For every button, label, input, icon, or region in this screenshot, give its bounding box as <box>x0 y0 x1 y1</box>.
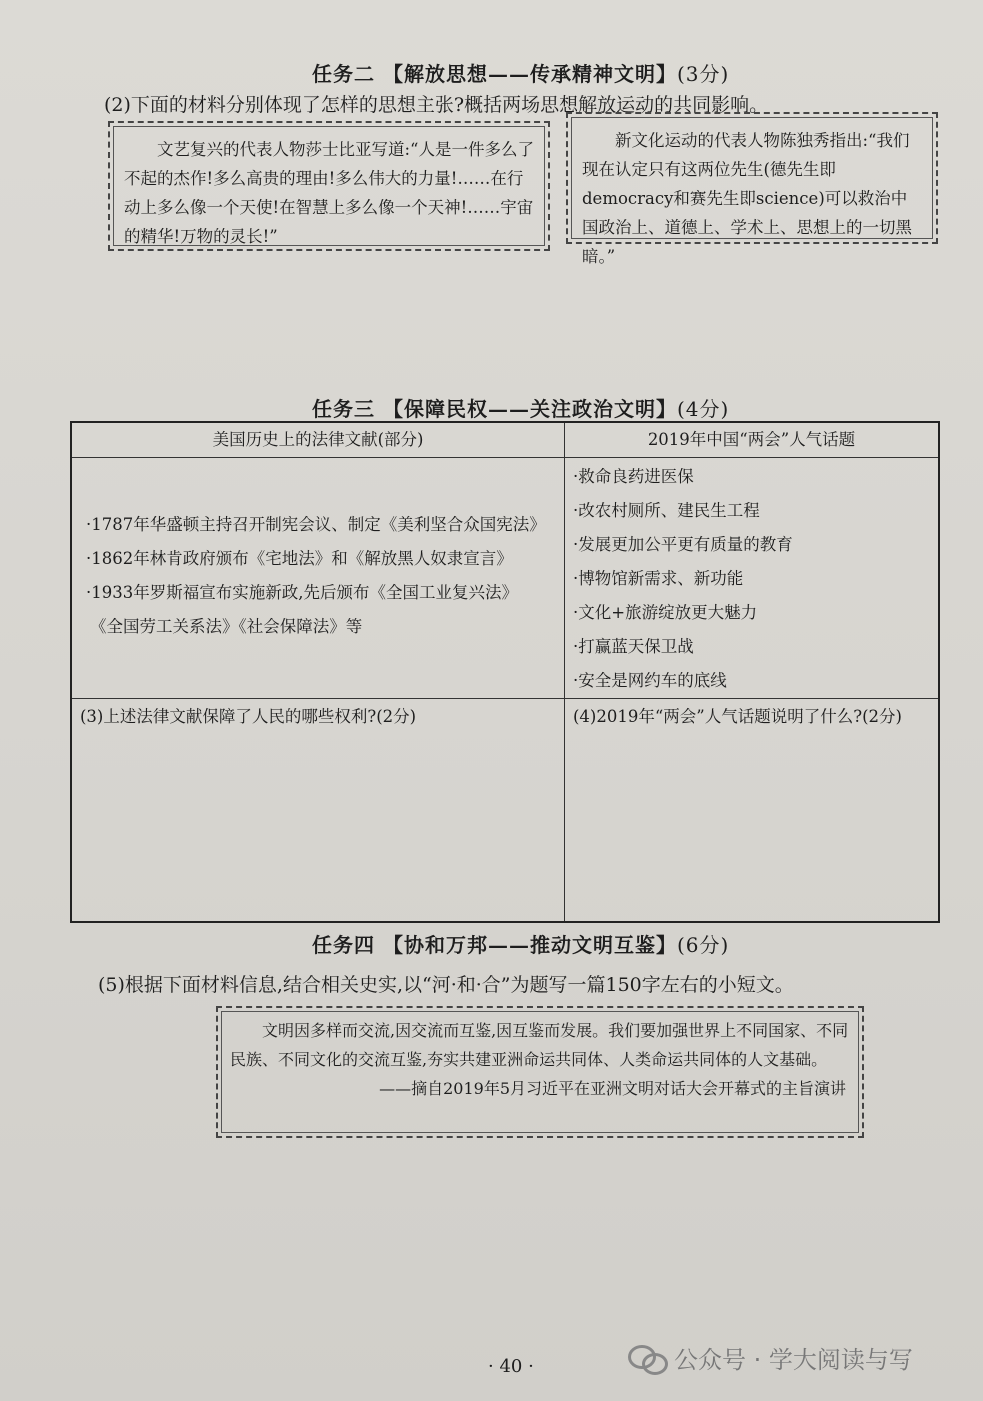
law-documents-list <box>72 458 564 644</box>
question-3: (3)上述法律文献保障了人民的哪些权利?(2分) <box>80 707 417 726</box>
watermark-text: 公众号 · 学大阅读与写 <box>674 1346 913 1374</box>
quote-box-renaissance <box>108 121 550 251</box>
list-item: ·安全是网约车的底线 <box>573 671 727 690</box>
list-item: ·发展更加公平更有质量的教育 <box>573 535 793 554</box>
list-item: ·改农村厕所、建民生工程 <box>573 501 760 520</box>
list-item: ·文化+旅游绽放更大魅力 <box>573 603 758 622</box>
table-header-right: 2019年中国“两会”人气话题 <box>565 422 940 458</box>
task4-title <box>312 929 729 958</box>
task3-title <box>312 393 729 422</box>
question-2: (2)下面的材料分别体现了怎样的思想主张?概括两场思想解放运动的共同影响。 <box>104 94 769 116</box>
list-item: ·救命良药进医保 <box>573 467 694 486</box>
quote-box-civilization <box>216 1006 864 1138</box>
law-documents-cell <box>71 458 565 699</box>
question-4: (4)2019年“两会”人气话题说明了什么?(2分) <box>573 707 902 726</box>
task4-score: (6分) <box>676 933 730 957</box>
question-5: (5)根据下面材料信息,结合相关史实,以“河·和·合”为题写一篇150字左右的小短文。 <box>98 974 794 996</box>
list-item: ·1787年华盛顿主持召开制宪会议、制定《美利坚合众国宪法》 <box>86 515 546 534</box>
task4-title-text: 任务四 【协和万邦——推动文明互鉴】 <box>312 933 677 957</box>
page-number: · 40 · <box>488 1356 534 1377</box>
answer-cell-q4[interactable] <box>565 699 940 923</box>
answer-cell-q3[interactable] <box>71 699 565 923</box>
task2-title-text: 任务二 【解放思想——传承精神文明】 <box>312 62 677 86</box>
quote-renaissance: 文艺复兴的代表人物莎士比亚写道:“人是一件多么了不起的杰作!多么高贵的理由!多么伟大的力量!……在行动上多么像一个天使!在智慧上多么像一个天神!……宇宙的精华!万物的灵长!” <box>124 140 534 246</box>
quote-box-new-culture <box>566 112 938 266</box>
task2-title <box>312 58 729 87</box>
list-item: ·博物馆新需求、新功能 <box>573 569 744 588</box>
quote-source: ——摘自2019年5月习近平在亚洲文明对话大会开幕式的主旨演讲 <box>379 1079 846 1098</box>
quote-new-culture: 新文化运动的代表人物陈独秀指出:“我们现在认定只有这两位先生(德先生即democracy和赛先生即science)可以救治中国政治上、道德上、学术上、思想上的一切黑暗。” <box>582 131 912 266</box>
watermark <box>628 1340 913 1375</box>
two-sessions-topics-list <box>565 458 938 698</box>
list-item: ·1862年林肯政府颁布《宅地法》和《解放黑人奴隶宣言》 <box>86 549 513 568</box>
task2-score: (3分) <box>676 62 730 86</box>
table-header-left: 美国历史上的法律文献(部分) <box>71 422 565 458</box>
list-item: 《全国劳工关系法》《社会保障法》等 <box>90 617 363 636</box>
wechat-icon <box>628 1343 666 1373</box>
task3-score: (4分) <box>676 397 730 421</box>
task3-title-text: 任务三 【保障民权——关注政治文明】 <box>312 397 677 421</box>
list-item: ·1933年罗斯福宣布实施新政,先后颁布《全国工业复兴法》 <box>86 583 518 602</box>
list-item: ·打赢蓝天保卫战 <box>573 637 694 656</box>
two-sessions-topics-cell <box>565 458 940 699</box>
quote-civilization: 文明因多样而交流,因交流而互鉴,因互鉴而发展。我们要加强世界上不同国家、不同民族、不同文化的交流互鉴,夯实共建亚洲命运共同体、人类命运共同体的人文基础。 <box>230 1021 849 1069</box>
comparison-table <box>70 421 940 923</box>
